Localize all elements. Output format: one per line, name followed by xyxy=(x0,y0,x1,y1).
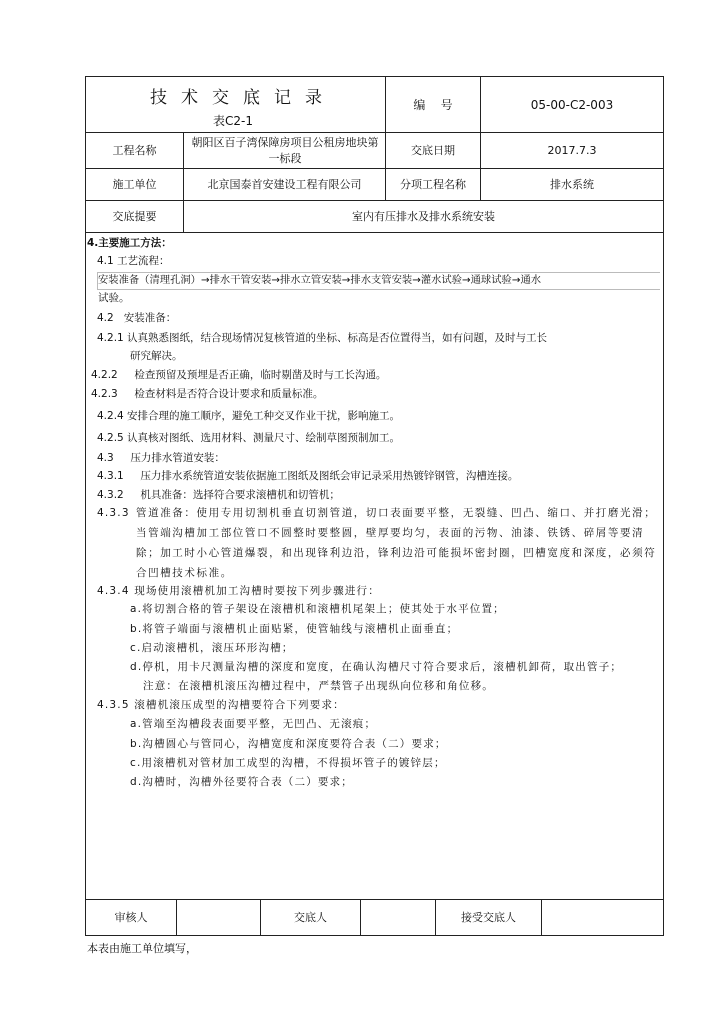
item-4-2-3: 4.2.3 检查材料是否符合设计要求和质量标准。 xyxy=(91,388,324,400)
process-heading: 4.1 工艺流程： xyxy=(97,255,170,267)
reviewer-label: 审核人 xyxy=(114,910,148,924)
step-b: b.将管子端面与滚槽机止面贴紧，使管轴线与滚槽机止面垂直； xyxy=(130,623,459,635)
item-4-3-3-text: 管道准备：使用专用切割机垂直切割管道，切口表面要平整，无裂缝、凹凸、缩口、并打磨光滑；当管端沟槽加工部位管口不圆整时要整圆，壁厚要均匀，表面的污物、油漆、铁锈、碎屑等要清除；加工时小心管道爆裂，和出现锋利边沿，锋利边沿可能损坏密封圈，凹槽宽度和深度，必须符合凹槽技术标准。 xyxy=(136,507,657,579)
footer-col-1 xyxy=(176,899,177,935)
receiver-label: 接受交底人 xyxy=(461,910,516,924)
footer-note: 本表由施工单位填写， xyxy=(87,942,197,955)
table-border-right xyxy=(663,76,664,936)
item-4-2-5: 4.2.5 认真核对图纸、选用材料、测量尺寸、绘制草图预制加工。 xyxy=(97,432,401,444)
number-label: 编 号 xyxy=(413,97,453,112)
footer-col-3 xyxy=(360,899,361,935)
process-flow-line: 安装准备（清理孔洞）→排水干管安装→排水立管安装→排水支管安装→灌水试验→通球试验→通水 xyxy=(98,274,542,286)
row-line-4 xyxy=(85,232,664,233)
item-4-3-3-label: 4.3.3 xyxy=(97,507,130,519)
pressure-heading: 4.3 压力排水管道安装： xyxy=(97,452,225,464)
req-d: d.沟槽时，沟槽外径要符合表（二）要求； xyxy=(130,776,354,788)
item-4-3-1: 4.3.1 压力排水系统管道安装依据施工图纸及图纸会审记录采用热镀锌钢管，沟槽连接。 xyxy=(97,470,519,482)
item-4-3-4: 4.3.4 现场使用滚槽机加工沟槽时要按下列步骤进行： xyxy=(97,585,380,597)
date-label: 交底日期 xyxy=(411,143,455,157)
item-4-2-1: 4.2.1 认真熟悉图纸，结合现场情况复核管道的坐标、标高是否位置得当，如有问题，及时与工长 xyxy=(97,332,548,344)
item-4-2-4: 4.2.4 安排合理的施工顺序，避免工种交叉作业干扰，影响施工。 xyxy=(97,410,401,422)
prep-heading: 4.2 安装准备： xyxy=(97,312,177,324)
builder-label: 施工单位 xyxy=(112,177,157,191)
section-title: 4.主要施工方法： xyxy=(87,237,172,249)
summary-value: 室内有压排水及排水系统安装 xyxy=(352,209,495,223)
item-4-2-2: 4.2.2 检查预留及预埋是否正确，临时剔凿及时与工长沟通。 xyxy=(91,369,387,381)
table-border-bottom xyxy=(85,935,664,936)
subproject-value: 排水系统 xyxy=(550,177,594,191)
step-note: 注意：在滚槽机滚压沟槽过程中，严禁管子出现纵向位移和角位移。 xyxy=(143,680,494,692)
document-title: 技术交底记录 xyxy=(150,88,336,108)
date-value: 2017.7.3 xyxy=(547,143,597,157)
req-a: a.管端至沟槽段表面要平整，无凹凸、无滚痕； xyxy=(130,718,377,730)
project-name-label: 工程名称 xyxy=(112,143,157,157)
subproject-label: 分项工程名称 xyxy=(400,177,466,191)
form-code: 表C2-1 xyxy=(213,114,253,128)
item-4-3-5: 4.3.5 滚槽机滚压成型的沟槽要符合下列要求： xyxy=(97,699,345,711)
summary-label: 交底提要 xyxy=(112,209,157,223)
step-c: c.启动滚槽机，滚压环形沟槽； xyxy=(130,642,294,654)
req-b: b.沟槽圆心与管同心，沟槽宽度和深度要符合表（二）要求； xyxy=(130,738,447,750)
presenter-label: 交底人 xyxy=(294,910,327,924)
number-value: 05-00-C2-003 xyxy=(530,97,614,112)
step-a: a.将切割合格的管子架设在滚槽机和滚槽机尾架上；使其处于水平位置； xyxy=(130,603,505,615)
process-flow-end: 试验。 xyxy=(98,292,130,304)
footer-col-5 xyxy=(541,899,542,935)
item-4-2-1-cont: 研究解决。 xyxy=(130,350,183,362)
step-d: d.停机，用卡尺测量沟槽的深度和宽度，在确认沟槽尺寸符合要求后，滚槽机卸荷，取出管子； xyxy=(130,661,623,673)
builder-value: 北京国泰首安建设工程有限公司 xyxy=(207,177,362,191)
req-c: c.用滚槽机对管材加工成型的沟槽，不得损坏管子的镀锌层； xyxy=(130,757,446,769)
item-4-3-2: 4.3.2 机具准备：选择符合要求滚槽机和切管机； xyxy=(97,489,340,501)
project-name-value: 朝阳区百子湾保障房项目公租房地块第一标段 xyxy=(191,135,379,165)
